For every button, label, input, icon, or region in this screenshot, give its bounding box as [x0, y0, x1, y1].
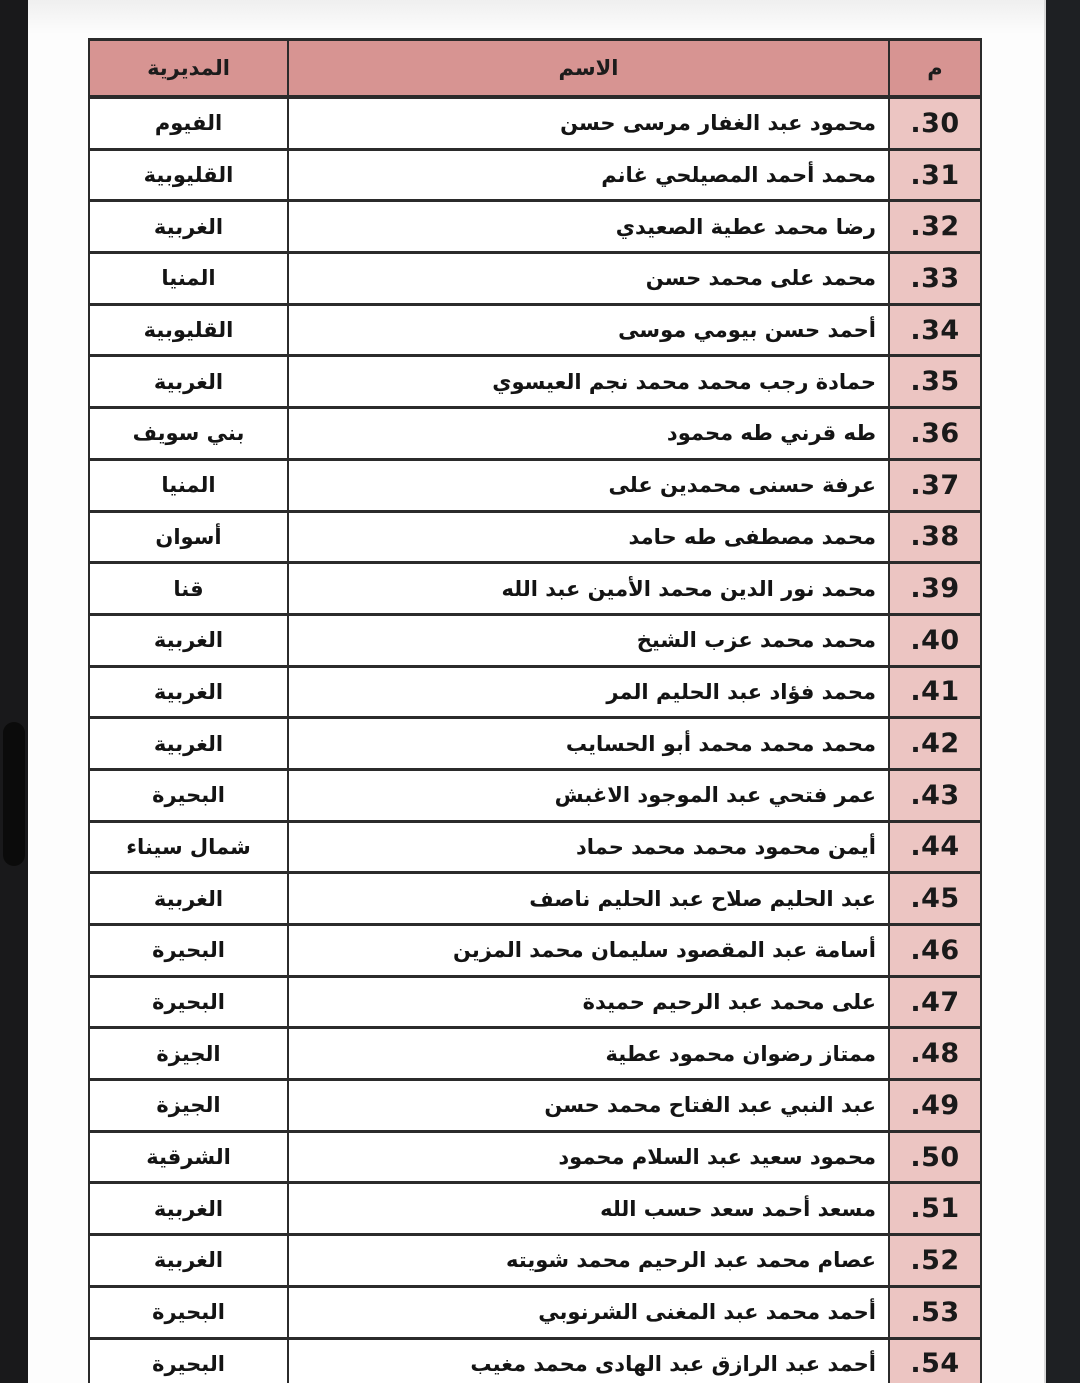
row-governorate-cell	[89, 459, 288, 511]
row-governorate-cell	[89, 821, 288, 873]
governorate-name: أسوان	[155, 524, 222, 549]
row-name-cell	[288, 925, 889, 977]
governorate-name: الغربية	[153, 628, 224, 653]
row-number: .53	[910, 1296, 960, 1328]
row-number-cell	[889, 925, 981, 977]
row-governorate-cell	[89, 925, 288, 977]
person-name: على محمد عبد الرحيم حميدة	[582, 990, 876, 1015]
table-row	[89, 821, 981, 873]
row-number-cell	[889, 97, 981, 149]
row-number: .33	[910, 262, 960, 294]
row-governorate-cell	[89, 97, 288, 149]
row-number: .36	[910, 417, 960, 449]
row-name-cell	[288, 1338, 889, 1383]
row-number-cell	[889, 1080, 981, 1132]
row-governorate-cell	[89, 1028, 288, 1080]
table-row	[89, 666, 981, 718]
row-number: .39	[910, 573, 960, 605]
document-page	[28, 0, 1044, 1383]
row-name-cell	[288, 821, 889, 873]
table-row	[89, 253, 981, 305]
governorate-name: البحيرة	[152, 783, 225, 808]
governorate-name: شمال سيناء	[126, 834, 251, 859]
row-name-cell	[288, 149, 889, 201]
person-name: مسعد أحمد سعد حسب الله	[600, 1196, 876, 1221]
row-number: .51	[910, 1193, 960, 1225]
person-name: محمود سعيد عبد السلام محمود	[558, 1145, 876, 1170]
header-row	[89, 40, 981, 98]
row-number-cell	[889, 614, 981, 666]
table-row	[89, 976, 981, 1028]
row-number: .47	[910, 986, 960, 1018]
table-row	[89, 356, 981, 408]
row-governorate-cell	[89, 149, 288, 201]
row-governorate-cell	[89, 666, 288, 718]
row-number: .37	[910, 469, 960, 501]
person-name: عرفة حسنى محمدين على	[608, 473, 876, 498]
row-number-cell	[889, 201, 981, 253]
row-governorate-cell	[89, 1183, 288, 1235]
row-number: .52	[910, 1244, 960, 1276]
row-number: .43	[910, 779, 960, 811]
person-name: أيمن محمود محمد محمد حماد	[575, 834, 876, 859]
row-number-cell	[889, 1338, 981, 1383]
viewer-left-edge	[0, 0, 28, 1383]
person-name: أسامة عبد المقصود سليمان محمد المزين	[452, 938, 876, 963]
person-name: محمد مصطفى طه حامد	[628, 524, 876, 549]
row-name-cell	[288, 1183, 889, 1235]
table-row	[89, 1286, 981, 1338]
row-number-cell	[889, 459, 981, 511]
row-name-cell	[288, 201, 889, 253]
person-name: محمد محمد عزب الشيخ	[636, 628, 876, 653]
row-name-cell	[288, 563, 889, 615]
row-number: .54	[910, 1348, 960, 1380]
row-governorate-cell	[89, 1235, 288, 1287]
row-number-cell	[889, 563, 981, 615]
governorate-name: الغربية	[153, 369, 224, 394]
row-name-cell	[288, 666, 889, 718]
row-number: .40	[910, 624, 960, 656]
row-number: .41	[910, 676, 960, 708]
row-name-cell	[288, 459, 889, 511]
governorate-name: الغربية	[153, 1196, 224, 1221]
viewer-right-edge	[1044, 0, 1080, 1383]
row-name-cell	[288, 614, 889, 666]
row-number: .48	[910, 1038, 960, 1070]
header-number-column: م	[889, 40, 981, 98]
row-number-cell	[889, 149, 981, 201]
person-name: عبد الحليم صلاح عبد الحليم ناصف	[529, 886, 876, 911]
row-governorate-cell	[89, 1338, 288, 1383]
row-number-cell	[889, 873, 981, 925]
row-name-cell	[288, 253, 889, 305]
table-row	[89, 511, 981, 563]
person-name: حمادة رجب محمد محمد نجم العيسوي	[492, 369, 876, 394]
row-governorate-cell	[89, 253, 288, 305]
row-governorate-cell	[89, 563, 288, 615]
governorate-name: المنيا	[161, 473, 216, 498]
row-number-cell	[889, 408, 981, 460]
table-row	[89, 769, 981, 821]
person-name: محمود عبد الغفار مرسى حسن	[560, 111, 876, 136]
table-row	[89, 459, 981, 511]
row-governorate-cell	[89, 614, 288, 666]
row-number-cell	[889, 1286, 981, 1338]
table-row	[89, 718, 981, 770]
row-number: .44	[910, 831, 960, 863]
governorate-name: الجيزة	[156, 1041, 221, 1066]
governorate-name: البحيرة	[152, 990, 225, 1015]
person-name: محمد فؤاد عبد الحليم المر	[606, 679, 876, 704]
row-governorate-cell	[89, 1131, 288, 1183]
row-number-cell	[889, 976, 981, 1028]
row-number: .50	[910, 1141, 960, 1173]
row-name-cell	[288, 408, 889, 460]
table-row	[89, 1338, 981, 1383]
row-name-cell	[288, 1080, 889, 1132]
header-name-column: الاسم	[288, 40, 889, 98]
row-number-cell	[889, 666, 981, 718]
row-number: .32	[910, 211, 960, 243]
row-name-cell	[288, 356, 889, 408]
governorate-name: الغربية	[153, 731, 224, 756]
table-row	[89, 873, 981, 925]
person-name: محمد على محمد حسن	[645, 266, 876, 291]
row-name-cell	[288, 976, 889, 1028]
table-row	[89, 925, 981, 977]
person-name: أحمد محمد عبد المغنى الشرنوبي	[538, 1300, 876, 1325]
row-governorate-cell	[89, 873, 288, 925]
row-number-cell	[889, 511, 981, 563]
row-number-cell	[889, 769, 981, 821]
person-name: ممتاز رضوان محمود عطية	[605, 1041, 876, 1066]
governorate-name: بني سويف	[132, 421, 245, 446]
governorate-name: الغربية	[153, 679, 224, 704]
scroll-indicator[interactable]	[3, 722, 25, 866]
governorate-name: الجيزة	[156, 1093, 221, 1118]
row-number-cell	[889, 1235, 981, 1287]
row-name-cell	[288, 1235, 889, 1287]
governorate-name: البحيرة	[152, 1351, 225, 1376]
person-name: أحمد عبد الرازق عبد الهادى محمد مغيب	[470, 1351, 876, 1376]
row-name-cell	[288, 1131, 889, 1183]
person-name: طه قرني طه محمود	[666, 421, 876, 446]
roster-body	[89, 97, 981, 1383]
table-row	[89, 1235, 981, 1287]
governorate-name: البحيرة	[152, 938, 225, 963]
row-number: .31	[910, 159, 960, 191]
row-number: .49	[910, 1089, 960, 1121]
row-governorate-cell	[89, 408, 288, 460]
row-name-cell	[288, 1028, 889, 1080]
row-number-cell	[889, 718, 981, 770]
table-row	[89, 614, 981, 666]
governorate-name: القليوبية	[143, 318, 234, 343]
row-number: .45	[910, 883, 960, 915]
row-name-cell	[288, 511, 889, 563]
row-name-cell	[288, 304, 889, 356]
table-row	[89, 563, 981, 615]
person-name: عصام محمد عبد الرحيم محمد شويته	[506, 1248, 876, 1273]
person-name: رضا محمد عطية الصعيدي	[615, 214, 876, 239]
header-governorate-column: المديرية	[89, 40, 288, 98]
row-name-cell	[288, 97, 889, 149]
row-number-cell	[889, 304, 981, 356]
row-governorate-cell	[89, 769, 288, 821]
table-row	[89, 1131, 981, 1183]
person-name: عمر فتحي عبد الموجود الاغبش	[554, 783, 876, 808]
governorate-name: الغربية	[153, 1248, 224, 1273]
row-number: .38	[910, 521, 960, 553]
row-governorate-cell	[89, 304, 288, 356]
row-governorate-cell	[89, 356, 288, 408]
row-number: .35	[910, 366, 960, 398]
table-row	[89, 97, 981, 149]
row-governorate-cell	[89, 718, 288, 770]
row-number: .34	[910, 314, 960, 346]
row-governorate-cell	[89, 976, 288, 1028]
row-number-cell	[889, 821, 981, 873]
row-number-cell	[889, 253, 981, 305]
table-row	[89, 408, 981, 460]
row-governorate-cell	[89, 1080, 288, 1132]
governorate-name: الفيوم	[154, 111, 223, 136]
person-name: عبد النبي عبد الفتاح محمد حسن	[544, 1093, 876, 1118]
table-row	[89, 149, 981, 201]
row-governorate-cell	[89, 201, 288, 253]
person-name: محمد أحمد المصيلحي غانم	[601, 163, 876, 188]
row-governorate-cell	[89, 1286, 288, 1338]
person-name: محمد نور الدين محمد الأمين عبد الله	[501, 576, 876, 601]
person-name: محمد محمد محمد أبو الحسايب	[565, 731, 876, 756]
row-number-cell	[889, 1131, 981, 1183]
row-governorate-cell	[89, 511, 288, 563]
row-name-cell	[288, 1286, 889, 1338]
governorate-name: البحيرة	[152, 1300, 225, 1325]
governorate-name: القليوبية	[143, 163, 234, 188]
row-number-cell	[889, 1183, 981, 1235]
governorate-name: الغربية	[153, 214, 224, 239]
governorate-name: الشرقية	[146, 1145, 231, 1170]
roster-table	[88, 38, 982, 1383]
governorate-name: المنيا	[161, 266, 216, 291]
governorate-name: قنا	[173, 576, 204, 601]
table-row	[89, 1028, 981, 1080]
row-number: .42	[910, 728, 960, 760]
row-name-cell	[288, 718, 889, 770]
row-number-cell	[889, 1028, 981, 1080]
row-number: .30	[910, 107, 960, 139]
row-name-cell	[288, 873, 889, 925]
table-row	[89, 304, 981, 356]
table-row	[89, 201, 981, 253]
row-number: .46	[910, 934, 960, 966]
table-row	[89, 1080, 981, 1132]
row-number-cell	[889, 356, 981, 408]
person-name: أحمد حسن بيومي موسى	[618, 318, 876, 343]
governorate-name: الغربية	[153, 886, 224, 911]
table-row	[89, 1183, 981, 1235]
row-name-cell	[288, 769, 889, 821]
